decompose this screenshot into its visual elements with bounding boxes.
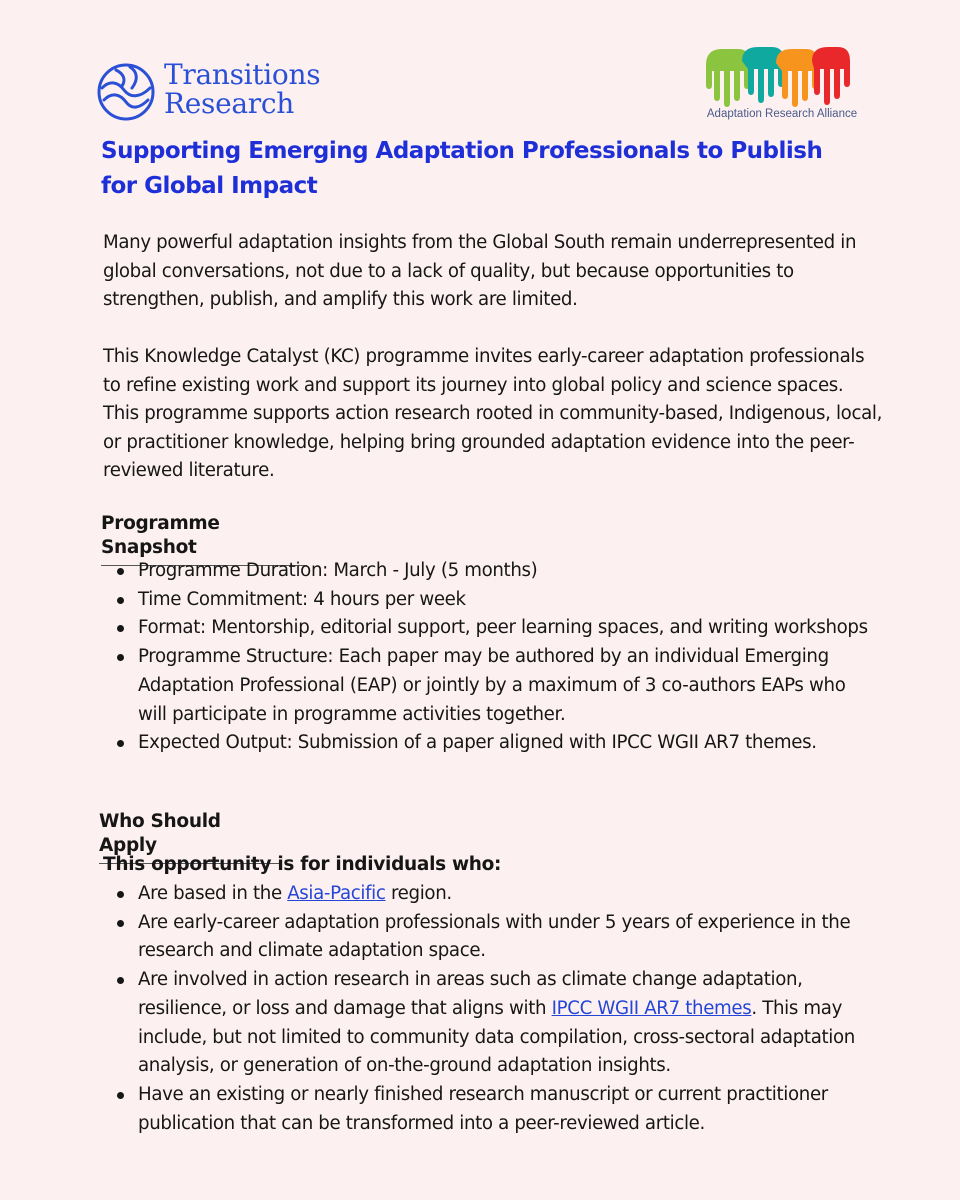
colorful-hands-icon <box>704 45 852 107</box>
asia-pacific-link[interactable]: Asia-Pacific <box>287 883 386 904</box>
list-item <box>138 880 878 909</box>
item-text: Are based in the <box>138 883 288 904</box>
list-item: Programme Structure: Each paper may be authored by an individual Emerging Adaptation Professional (EAP) or jointly by a maximum of 3 co-authors EAPs who will participate in programme activities together. <box>138 643 878 729</box>
header <box>0 0 960 130</box>
intro-paragraph-2: This Knowledge Catalyst (KC) programme invites early-career adaptation professionals to refine existing work and support its journey into global policy and science spaces. This programme supports action research rooted in community-based, Indigenous, local, or practitioner knowledge, helping bring grounded adaptation evidence into the peer-reviewed literature. <box>103 346 883 482</box>
logo-line-2: Research <box>164 87 294 120</box>
item-text: Are involved in action research in areas such as climate change adaptation, resilience, or loss and damage that aligns with <box>138 969 803 1019</box>
who-should-apply-heading: Who Should Apply <box>99 810 279 864</box>
ipcc-themes-link[interactable]: IPCC WGII AR7 themes <box>551 997 752 1019</box>
page-title: Supporting Emerging Adaptation Professionals to Publish for Global Impact <box>101 138 823 199</box>
adaptation-research-alliance-logo[interactable] <box>694 45 870 125</box>
snapshot-list <box>138 557 878 758</box>
transitions-research-wordmark <box>164 60 320 118</box>
list-item: Format: Mentorship, editorial support, peer learning spaces, and writing workshops <box>138 614 878 643</box>
programme-snapshot-heading: Programme Snapshot <box>101 512 307 566</box>
transitions-research-logo[interactable] <box>96 60 336 126</box>
item-text: region. <box>385 883 452 904</box>
list-item: Time Commitment: 4 hours per week <box>138 586 878 615</box>
item-text: . This may include, but not limited to community data compilation, cross-sectoral adaptation analysis, or generation of on-the-ground adaptation insights. <box>138 997 855 1077</box>
list-item <box>138 966 878 1081</box>
wave-circle-icon <box>96 62 156 122</box>
list-item: Expected Output: Submission of a paper aligned with IPCC WGII AR7 themes. <box>138 729 878 758</box>
intro-paragraph-1: Many powerful adaptation insights from the Global South remain underrepresented in global conversations, not due to a lack of quality, but because opportunities to strengthen, publish, and amplify this work are limited. <box>103 232 857 311</box>
eligibility-intro: This opportunity is for individuals who: <box>103 854 502 875</box>
logo-line-1: Transitions <box>164 58 321 91</box>
ara-wordmark: Adaptation Research Alliance <box>706 108 858 120</box>
eligibility-list <box>138 880 878 1138</box>
list-item: Programme Duration: March - July (5 months) <box>138 557 878 586</box>
list-item: Are early-career adaptation professionals with under 5 years of experience in the research and climate adaptation space. <box>138 909 878 966</box>
list-item: Have an existing or nearly finished research manuscript or current practitioner publication that can be transformed into a peer-reviewed article. <box>138 1081 878 1138</box>
